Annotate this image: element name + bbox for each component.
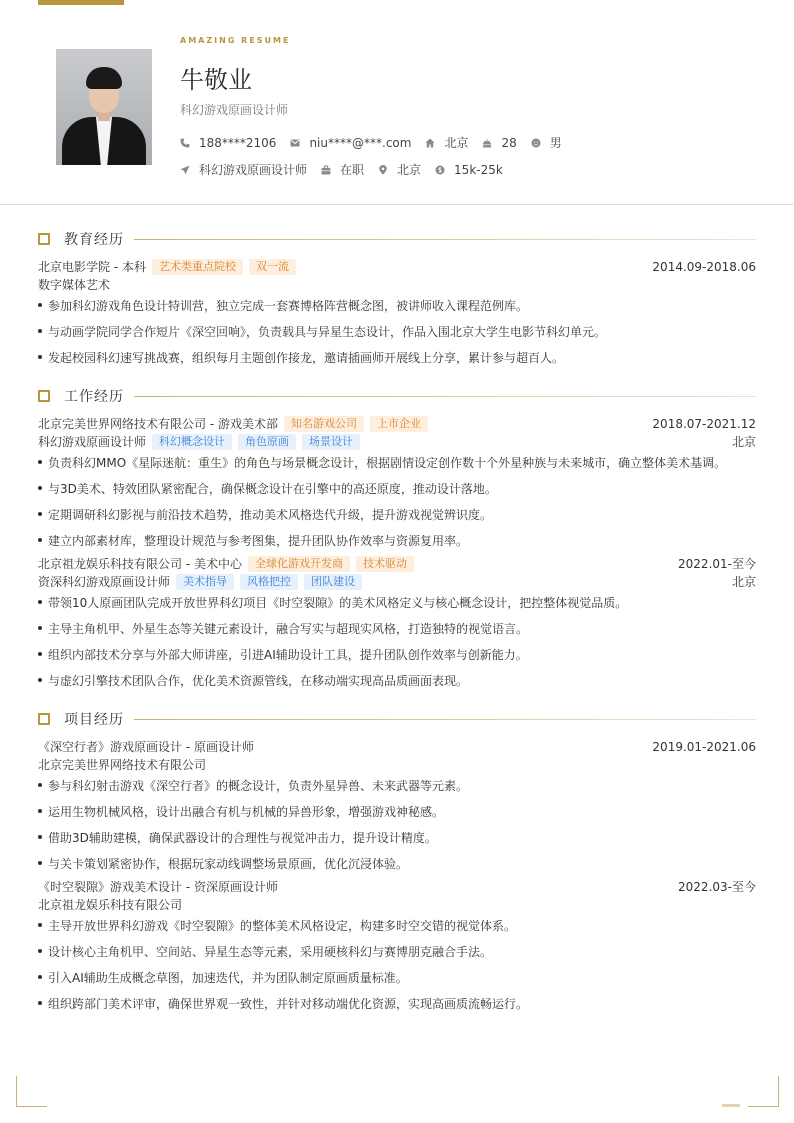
phone-text: 188****2106 <box>199 135 277 150</box>
bullet-text: 引入AI辅助生成概念草图，加速迭代，并为团队制定原画质量标准。 <box>48 971 408 985</box>
bullet-text: 与动画学院同学合作短片《深空回响》，负责载具与异星生态设计，作品入围北京大学生电影节科幻单元。 <box>48 325 607 339</box>
bullet-dot <box>38 861 42 865</box>
intent-position-text: 科幻游戏原画设计师 <box>199 163 308 177</box>
gender-icon <box>531 138 541 148</box>
project-name: 《时空裂隙》游戏美术设计 - 资深原画设计师 <box>38 880 278 894</box>
section-square-icon <box>38 713 50 725</box>
bullet-dot <box>38 1001 42 1005</box>
bullet-dot <box>38 355 42 359</box>
brand-label: AMAZING RESUME <box>180 36 291 45</box>
bullet-dot <box>38 538 42 542</box>
company-tag: 上市企业 <box>370 416 428 432</box>
project-company-row <box>38 756 756 773</box>
bullet-dot <box>38 303 42 307</box>
education-school-row <box>38 258 756 275</box>
bullet-text: 借助3D辅助建模，确保武器设计的合理性与视觉冲击力，提升设计精度。 <box>48 831 437 845</box>
bullet-dot <box>38 678 42 682</box>
project-date: 2019.01-2021.06 <box>652 739 756 754</box>
bullet-dot <box>38 949 42 953</box>
corner-decoration-left <box>16 1076 47 1107</box>
top-accent-bar <box>38 0 124 5</box>
work-date: 2022.01-至今 <box>678 557 756 571</box>
intent-salary-text: 15k-25k <box>454 162 503 177</box>
section-title-text: 项目经历 <box>64 712 124 728</box>
mail-icon <box>290 138 300 148</box>
intent-city-text: 北京 <box>397 163 422 177</box>
job-title: 科幻游戏原画设计师 <box>180 103 289 117</box>
intent-city-item <box>378 161 421 178</box>
project-company-row <box>38 896 756 913</box>
bullet-dot <box>38 809 42 813</box>
role-tag: 风格把控 <box>240 574 298 590</box>
work-company-row <box>38 415 756 432</box>
projects-section-title <box>38 711 756 727</box>
intent-status-item <box>321 161 364 178</box>
profile-photo <box>56 49 152 165</box>
intent-status-text: 在职 <box>340 163 365 177</box>
bullet-text: 与虚幻引擎技术团队合作，优化美术资源管线，在移动端实现高品质画面表现。 <box>48 674 469 688</box>
school-tag: 双一流 <box>249 259 296 275</box>
work-city: 北京 <box>731 575 756 589</box>
bullet-dot <box>38 975 42 979</box>
project-name-row <box>38 738 756 755</box>
section-title-line <box>134 396 756 397</box>
bullet-dot <box>38 486 42 490</box>
bullet-text: 组织内部技术分享与外部大师讲座，引进AI辅助设计工具，提升团队创作效率与创新能力。 <box>48 648 528 662</box>
education-section-title <box>38 231 756 247</box>
work-role-row <box>38 573 756 590</box>
education-major-row <box>38 276 756 293</box>
briefcase-icon <box>321 165 331 175</box>
bullet-text: 组织跨部门美术评审，确保世界观一致性，并针对移动端优化资源，实现高画质流畅运行。 <box>48 997 529 1011</box>
section-title-line <box>134 239 756 240</box>
bullet-text: 运用生物机械风格，设计出融合有机与机械的异兽形象，增强游戏神秘感。 <box>48 805 445 819</box>
bullet-dot <box>38 783 42 787</box>
project-company: 北京祖龙娱乐科技有限公司 <box>38 898 183 912</box>
bullet-text: 主导开放世界科幻游戏《时空裂隙》的整体美术风格设定，构建多时空交错的视觉体系。 <box>48 919 517 933</box>
section-square-icon <box>38 233 50 245</box>
bullet-dot <box>38 626 42 630</box>
company-tag: 知名游戏公司 <box>284 416 364 432</box>
bullet-dot <box>38 652 42 656</box>
company-tag: 技术驱动 <box>356 556 414 572</box>
header-divider <box>0 204 794 205</box>
corner-decoration-dash <box>722 1104 740 1107</box>
bullet-text: 参加科幻游戏角色设计特训营，独立完成一套赛博格阵营概念图，被讲师收入课程范例库。 <box>48 299 529 313</box>
candidate-name: 牛敬业 <box>180 66 252 94</box>
bullet-text: 参与科幻射击游戏《深空行者》的概念设计，负责外星异兽、未来武器等元素。 <box>48 779 469 793</box>
cake-icon <box>482 138 492 148</box>
section-title-line <box>134 719 756 720</box>
major-name: 数字媒体艺术 <box>38 278 111 292</box>
bullet-dot <box>38 923 42 927</box>
bullet-text: 发起校园科幻速写挑战赛，组织每月主题创作接龙，邀请插画师开展线上分享，累计参与超百人。 <box>48 351 565 365</box>
bullet-text: 与3D美术、特效团队紧密配合，确保概念设计在引擎中的高还原度，推动设计落地。 <box>48 482 497 496</box>
work-company-row <box>38 555 756 572</box>
bullet-dot <box>38 512 42 516</box>
gender-text: 男 <box>549 136 562 150</box>
bullet-text: 带领10人原画团队完成开放世界科幻项目《时空裂隙》的美术风格定义与核心概念设计，把控整体视觉品质。 <box>48 596 628 610</box>
bullet-text: 定期调研科幻影视与前沿技术趋势，推动美术风格迭代升级，提升游戏视觉辨识度。 <box>48 508 493 522</box>
role-tag: 团队建设 <box>304 574 362 590</box>
bullet-text: 负责科幻MMO《星际迷航：重生》的角色与场景概念设计，根据剧情设定创作数十个外星种族与未来城市，确立整体美术基调。 <box>48 456 727 470</box>
bullet-text: 与关卡策划紧密协作，根据玩家动线调整场景原画，优化沉浸体验。 <box>48 857 409 871</box>
project-name-row <box>38 878 756 895</box>
location-text: 北京 <box>444 136 469 150</box>
email-text: niu****@***.com <box>309 135 412 150</box>
role-tag: 场景设计 <box>302 434 360 450</box>
role-name: 资深科幻游戏原画设计师 <box>38 575 171 589</box>
send-icon <box>180 165 190 175</box>
bullet-text: 建立内部素材库，整理设计规范与参考图集，提升团队协作效率与资源复用率。 <box>48 534 469 548</box>
bullet-dot <box>38 600 42 604</box>
age-item <box>482 136 516 150</box>
project-date: 2022.03-至今 <box>678 880 756 894</box>
role-name: 科幻游戏原画设计师 <box>38 435 147 449</box>
education-date: 2014.09-2018.06 <box>652 259 756 274</box>
intent-position-item <box>180 161 307 178</box>
bullet-dot <box>38 835 42 839</box>
location-item <box>425 134 468 151</box>
bullet-dot <box>38 329 42 333</box>
money-icon <box>435 165 445 175</box>
intent-row <box>180 161 517 178</box>
section-title-text: 工作经历 <box>64 389 124 405</box>
role-tag: 美术指导 <box>176 574 234 590</box>
work-city: 北京 <box>731 435 756 449</box>
school-tag: 艺术类重点院校 <box>152 259 243 275</box>
role-tag: 科幻概念设计 <box>152 434 232 450</box>
bullet-text: 设计核心主角机甲、空间站、异星生态等元素，采用硬核科幻与赛博朋克融合手法。 <box>48 945 493 959</box>
contact-row <box>180 134 576 151</box>
work-date: 2018.07-2021.12 <box>652 416 756 431</box>
email-item <box>290 136 411 150</box>
corner-decoration-right <box>748 1076 779 1107</box>
project-company: 北京完美世界网络技术有限公司 <box>38 758 207 772</box>
company-name: 北京完美世界网络技术有限公司 - 游戏美术部 <box>38 417 278 431</box>
section-title-text: 教育经历 <box>64 232 124 248</box>
work-section-title <box>38 388 756 404</box>
phone-item <box>180 136 276 150</box>
gender-item <box>531 134 562 151</box>
age-text: 28 <box>501 135 517 150</box>
bullet-text: 主导主角机甲、外星生态等关键元素设计，融合写实与超现实风格，打造独特的视觉语言。 <box>48 622 529 636</box>
bullet-dot <box>38 460 42 464</box>
school-name: 北京电影学院 - 本科 <box>38 260 146 274</box>
intent-salary-item <box>435 163 503 177</box>
work-role-row <box>38 433 756 450</box>
phone-icon <box>180 138 190 148</box>
project-name: 《深空行者》游戏原画设计 - 原画设计师 <box>38 740 254 754</box>
company-name: 北京祖龙娱乐科技有限公司 - 美术中心 <box>38 557 242 571</box>
section-square-icon <box>38 390 50 402</box>
map-pin-icon <box>378 165 388 175</box>
photo-hair <box>86 67 122 89</box>
role-tag: 角色原画 <box>238 434 296 450</box>
company-tag: 全球化游戏开发商 <box>248 556 350 572</box>
home-icon <box>425 138 435 148</box>
